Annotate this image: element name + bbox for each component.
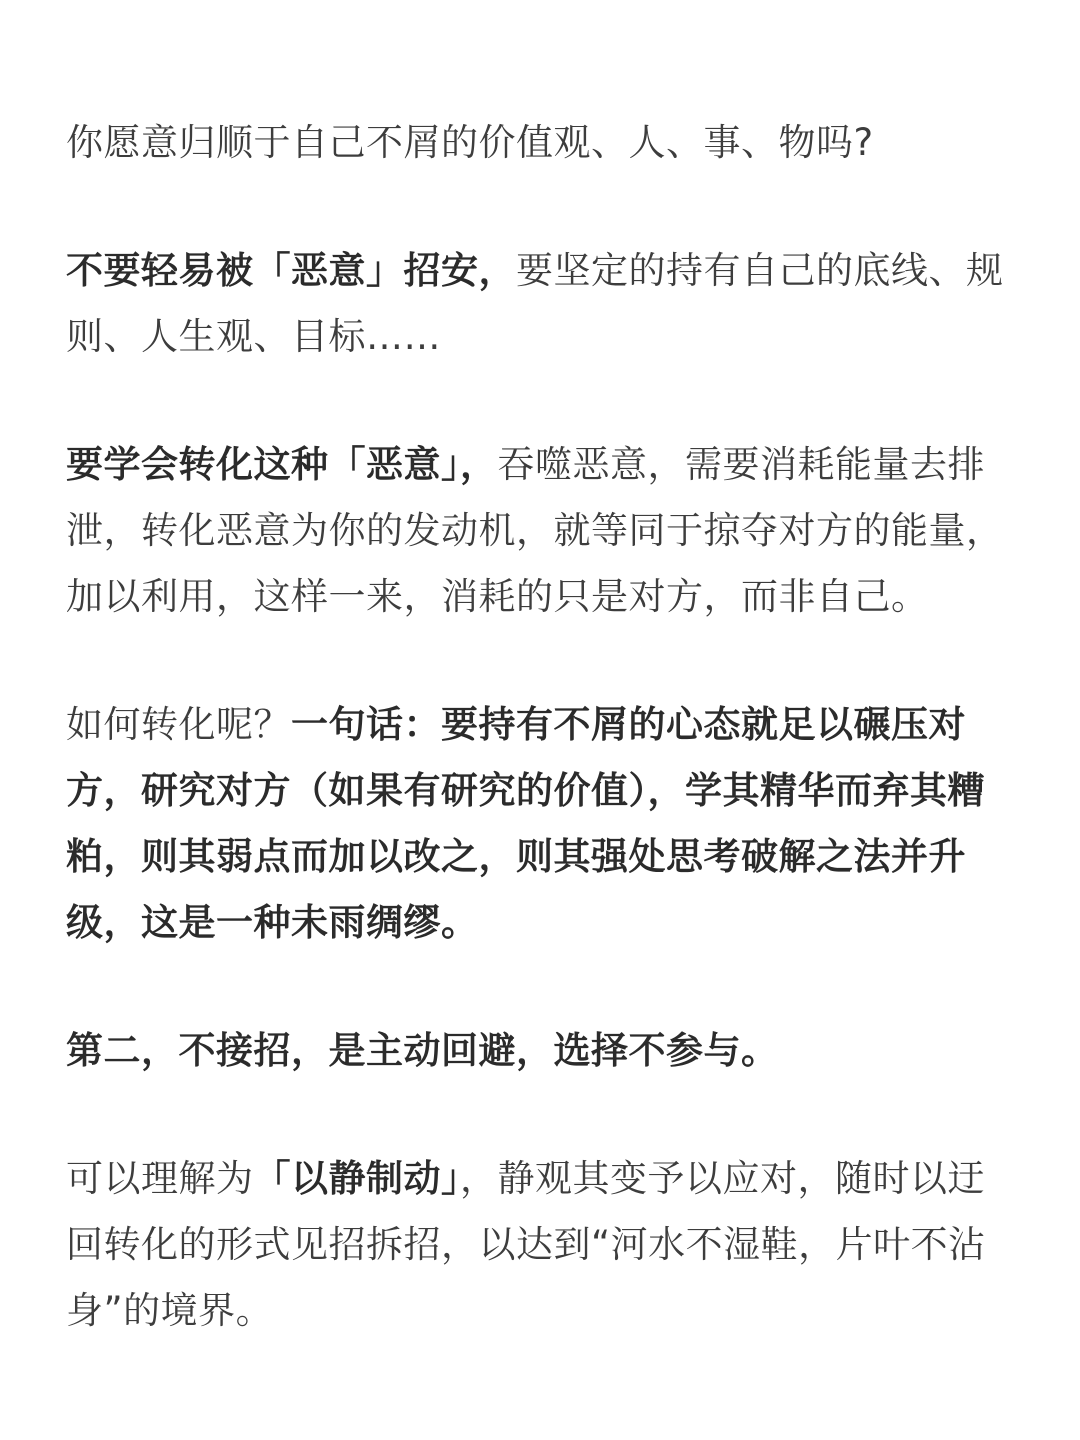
bold-heading: 要学会转化这种「恶意」， — [66, 443, 498, 486]
body-text: ，静观其变予以应对，随时以迂回转化的形式见招拆招，以达到“河水不湿鞋，片叶不沾身”的境界。 — [66, 1157, 986, 1332]
article-body — [66, 110, 1020, 1406]
question-text: 你愿意归顺于自己不屑的价值观、人、事、物吗? — [66, 121, 874, 164]
paragraph-second-point — [66, 1018, 1020, 1084]
paragraph-how-to — [66, 692, 1020, 956]
paragraph-understanding — [66, 1146, 1020, 1344]
bold-heading: 第二，不接招，是主动回避，选择不参与。 — [66, 1029, 779, 1072]
body-text: 要坚定的持有自己的底线、规则、人生观、目标…… — [66, 249, 1004, 358]
body-text: 可以理解为 — [66, 1157, 254, 1200]
paragraph-transform — [66, 432, 1020, 630]
paragraph-bottom-line — [66, 238, 1020, 370]
bold-emphasis: 「以静制动」 — [253, 1157, 460, 1200]
body-text: 吞噬恶意，需要消耗能量去排泄，转化恶意为你的发动机，就等同于掠夺对方的能量，加以利用，这样一来，消耗的只是对方，而非自己。 — [66, 443, 1004, 618]
body-text: 如何转化呢？ — [66, 703, 291, 746]
bold-emphasis: 一句话：要持有不屑的心态就足以碾压对方，研究对方（如果有研究的价值），学其精华而弃其糟粕，则其弱点而加以改之，则其强处思考破解之法并升级，这是一种未雨绸缪。 — [66, 703, 985, 944]
paragraph-question — [66, 110, 1020, 176]
bold-heading: 不要轻易被「恶意」招安， — [66, 249, 516, 292]
